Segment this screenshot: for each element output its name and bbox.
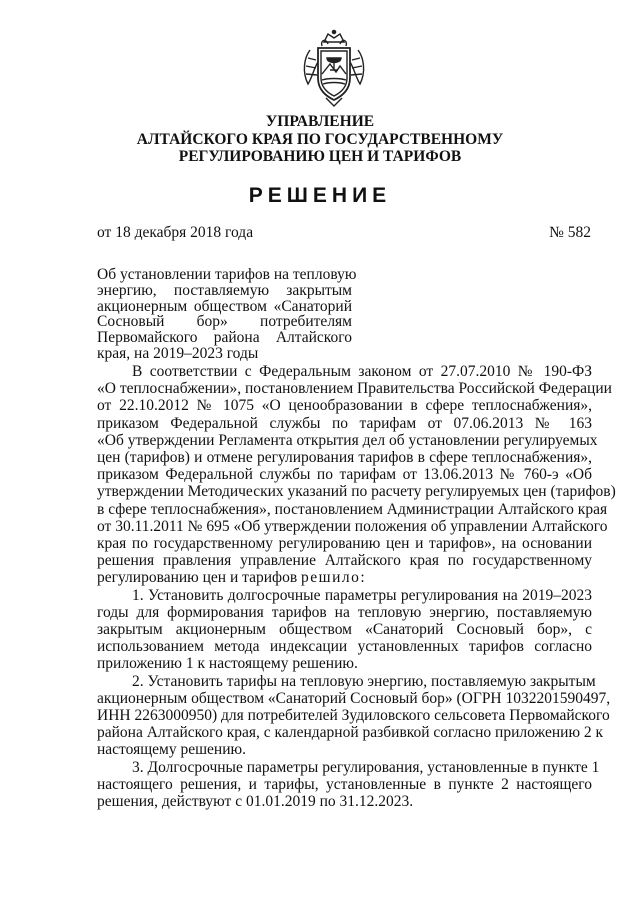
header-line-1: УПРАВЛЕНИЕ bbox=[265, 113, 375, 130]
item-3-line: 3. Долгосрочные параметры регулирования, установленные в пункте 1 bbox=[132, 758, 600, 776]
preamble-line: от 30.11.2011 № 695 «Об утверждении положения об управлении Алтайского bbox=[97, 517, 608, 535]
document-title: РЕШЕНИЕ bbox=[248, 184, 392, 207]
item-3-line: настоящего решения, и тарифы, установленные в пункте 2 настоящего bbox=[97, 775, 592, 793]
preamble-line: решения правления управление Алтайского края по государственному bbox=[97, 552, 592, 570]
item-1-line: закрытым акционерным обществом «Санаторий Сосновый бор», с bbox=[97, 621, 592, 639]
header-line-2: АЛТАЙСКОГО КРАЯ ПО ГОСУДАРСТВЕННОМУ bbox=[136, 130, 504, 148]
preamble-line: «Об утверждении Регламента открытия дел об установлении регулируемых bbox=[97, 431, 598, 449]
document-subject bbox=[97, 266, 357, 362]
item-2-line: настоящему решению. bbox=[97, 741, 246, 759]
item-2-line: ИНН 2263000950) для потребителей Зудиловского сельсовета Первомайского bbox=[97, 707, 610, 725]
document-number: № 582 bbox=[549, 224, 591, 241]
item-1-line: годы для формирования тарифов на тепловую энергию, поставляемую bbox=[97, 603, 592, 621]
subject-line: энергию, поставляемую закрытым bbox=[97, 281, 352, 299]
preamble-line: утверждении Методических указаний по расчету регулируемых цен (тарифов) bbox=[97, 483, 616, 501]
item-1-line: 1. Установить долгосрочные параметры регулирования на 2019–2023 bbox=[132, 586, 592, 604]
coat-of-arms-emblem bbox=[300, 28, 368, 108]
preamble-line: в сфере теплоснабжения», постановлением Администрации Алтайского края bbox=[97, 500, 608, 518]
item-2-line: 2. Установить тарифы на тепловую энергию, поставляемую закрытым bbox=[132, 672, 596, 690]
preamble-line: В соответствии с Федеральным законом от 27.07.2010 № 190-ФЗ bbox=[132, 363, 592, 380]
subject-line: акционерным обществом «Санаторий bbox=[97, 297, 352, 315]
item-3-line: решения, действуют с 01.01.2019 по 31.12.2023. bbox=[97, 793, 414, 811]
preamble-line: приказом Федеральной службы по тарифам от 07.06.2013 № 163 bbox=[97, 414, 592, 432]
subject-line: Об установлении тарифов на тепловую bbox=[97, 266, 357, 283]
subject-line: Первомайского района Алтайского bbox=[97, 329, 352, 347]
preamble-final-line bbox=[97, 569, 592, 586]
preamble-line: «О теплоснабжении», постановлением Правительства Российской Федерации bbox=[97, 380, 612, 398]
subject-line: края, на 2019–2023 годы bbox=[97, 344, 259, 362]
preamble-line: от 22.10.2012 № 1075 «О ценообразовании в сфере теплоснабжения», bbox=[97, 397, 592, 415]
header-line-3: РЕГУЛИРОВАНИЮ ЦЕН И ТАРИФОВ bbox=[178, 148, 462, 165]
item-1-line: использованием метода индексации установленных тарифов согласно bbox=[97, 638, 592, 656]
preamble-line: приказом Федеральной службы по тарифам от 13.06.2013 № 760-э «Об bbox=[97, 466, 592, 484]
item-1-line: приложению 1 к настоящему решению. bbox=[97, 655, 358, 673]
document-body bbox=[97, 363, 616, 811]
item-2-line: акционерным обществом «Санаторий Сосновый бор» (ОГРН 1032201590497, bbox=[97, 689, 611, 707]
preamble-line: цен (тарифов) и отмене регулирования тарифов в сфере теплоснабжения», bbox=[97, 449, 592, 467]
decided-word: решило: bbox=[301, 569, 367, 587]
authority-header bbox=[0, 113, 640, 166]
document-date: от 18 декабря 2018 года bbox=[97, 224, 254, 241]
preamble-end-text: регулированию цен и тарифов bbox=[97, 569, 298, 587]
item-2-line: района Алтайского края, с календарной разбивкой согласно приложению 2 к bbox=[97, 724, 604, 742]
subject-line: Сосновый бор» потребителям bbox=[97, 313, 352, 331]
preamble-line: края по государственному регулированию цен и тарифов», на основании bbox=[97, 535, 592, 553]
